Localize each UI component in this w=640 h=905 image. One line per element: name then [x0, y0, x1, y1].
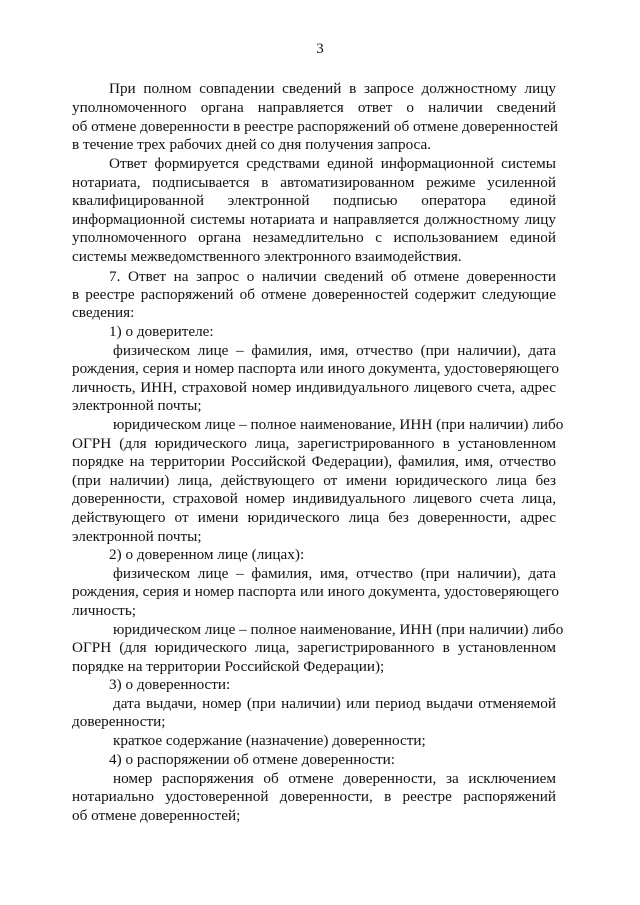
- text-line: информационной системы нотариата и направляется должностному лицу: [72, 211, 556, 228]
- page-number: 3: [316, 41, 324, 57]
- text-line: рождения, серия и номер паспорта или иного документа, удостоверяющего: [72, 360, 559, 377]
- text-line: об отмене доверенностей;: [72, 807, 241, 824]
- text-line: сведения:: [72, 304, 135, 321]
- text-line: физическом лице – фамилия, имя, отчество (при наличии), дата: [113, 565, 556, 582]
- text-line: уполномоченного органа направляется ответ о наличии сведений: [72, 99, 556, 116]
- text-line: уполномоченного органа незамедлительно с использованием единой: [72, 229, 556, 246]
- text-line: 7. Ответ на запрос о наличии сведений об отмене доверенности: [109, 268, 556, 285]
- text-line: системы межведомственного электронного взаимодействия.: [72, 248, 462, 265]
- text-line: электронной почты;: [72, 397, 202, 414]
- text-line: ОГРН (для юридического лица, зарегистрированного в установленном: [72, 639, 556, 656]
- text-line: (при наличии) лица, действующего от имени юридического лица без: [72, 472, 556, 489]
- text-line: в реестре распоряжений об отмене доверенностей содержит следующие: [72, 286, 556, 303]
- text-line: действующего от имени юридического лица без доверенности, адрес: [72, 509, 556, 526]
- text-line: личность;: [72, 602, 136, 619]
- text-line: квалифицированной электронной подписью оператора единой: [72, 192, 556, 209]
- text-line: 3) о доверенности:: [109, 676, 231, 693]
- text-line: юридическом лице – полное наименование, ИНН (при наличии) либо: [113, 416, 564, 433]
- text-line: краткое содержание (назначение) доверенности;: [113, 732, 426, 749]
- text-line: личность, ИНН, страховой номер индивидуального лицевого счета, адрес: [72, 379, 556, 396]
- text-line: об отмене доверенности в реестре распоряжений об отмене доверенностей: [72, 118, 559, 135]
- text-line: порядке на территории Российской Федерации);: [72, 658, 385, 675]
- text-line: 1) о доверителе:: [109, 323, 214, 340]
- text-line: порядке на территории Российской Федерации), фамилия, имя, отчество: [72, 453, 556, 470]
- text-line: ОГРН (для юридического лица, зарегистрированного в установленном: [72, 435, 556, 452]
- text-line: Ответ формируется средствами единой информационной системы: [109, 155, 556, 172]
- text-line: в течение трех рабочих дней со дня получения запроса.: [72, 136, 432, 153]
- text-line: 2) о доверенном лице (лицах):: [109, 546, 305, 563]
- text-line: юридическом лице – полное наименование, ИНН (при наличии) либо: [113, 621, 564, 638]
- text-line: доверенности;: [72, 713, 166, 730]
- text-line: 4) о распоряжении об отмене доверенности:: [109, 751, 396, 768]
- text-line: рождения, серия и номер паспорта или иного документа, удостоверяющего: [72, 583, 559, 600]
- text-line: электронной почты;: [72, 528, 202, 545]
- text-line: физическом лице – фамилия, имя, отчество (при наличии), дата: [113, 342, 556, 359]
- text-line: дата выдачи, номер (при наличии) или период выдачи отменяемой: [113, 695, 556, 712]
- text-line: При полном совпадении сведений в запросе должностному лицу: [109, 80, 556, 97]
- text-line: номер распоряжения об отмене доверенности, за исключением: [113, 770, 556, 787]
- text-line: нотариата, подписывается в автоматизированном режиме усиленной: [72, 174, 556, 191]
- text-line: нотариально удостоверенной доверенности, в реестре распоряжений: [72, 788, 556, 805]
- text-line: доверенности, страховой номер индивидуального лицевого счета лица,: [72, 490, 556, 507]
